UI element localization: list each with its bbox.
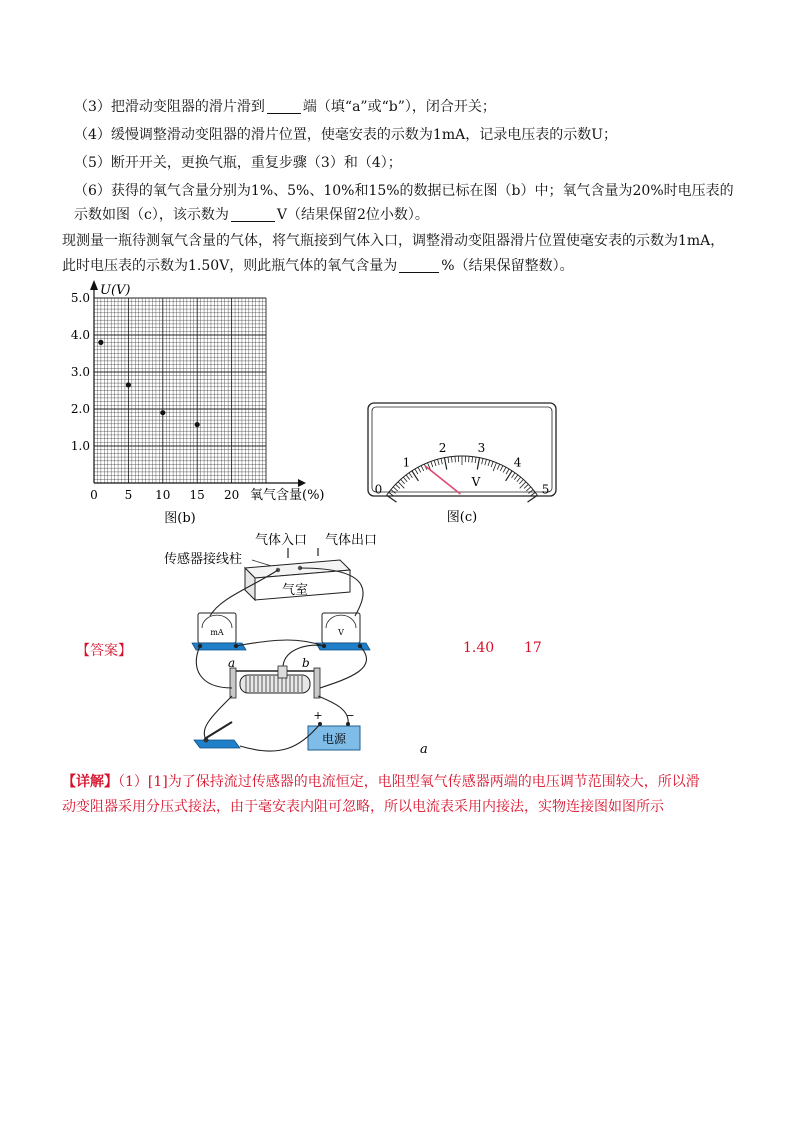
x-tick-label: 15 — [189, 488, 205, 502]
circuit-diagram — [150, 528, 450, 763]
detail-line-1: 【详解】（1）[1]为了保持流过传感器的电流恒定，电阻型氧气传感器两端的电压调节范围较大，所以滑 — [62, 774, 700, 790]
detail-line-2: 动变阻器采用分压式接法，由于毫安表内阻可忽略，所以电流表采用内接法，实物连接图如图所示 — [62, 799, 664, 815]
y-axis-label: U(V) — [100, 283, 131, 298]
x-axis-arrow — [298, 479, 306, 487]
detail-label: 【详解】 — [62, 774, 118, 790]
label-b: b — [302, 656, 310, 670]
y-tick-label: 2.0 — [70, 402, 90, 416]
y-tick-label: 3.0 — [70, 365, 90, 379]
x-axis-label: 氧气含量(%) — [250, 488, 325, 503]
meter-scale-label: 5 — [541, 482, 550, 497]
blank-6[interactable] — [231, 207, 275, 222]
meter-scale-label: 2 — [438, 440, 447, 455]
y-tick-label: 5.0 — [70, 291, 90, 305]
x-tick-label: 0 — [90, 488, 98, 502]
meter-caption: 图(c) — [446, 510, 478, 525]
meter-scale-label: 3 — [477, 440, 486, 455]
plus-sign: + — [313, 709, 323, 722]
chart-caption: 图(b) — [164, 511, 196, 526]
measure-line: 现测量一瓶待测氧气含量的气体，将气瓶接到气体入口，调整滑动变阻器滑片位置使毫安表的示数为1mA， — [62, 233, 725, 249]
step-5: （5）断开开关，更换气瓶，重复步骤（3）和（4）； — [74, 155, 402, 171]
inlet-label: 气体入口 — [255, 533, 308, 548]
v-label: V — [338, 628, 344, 637]
meter-frame — [368, 403, 556, 496]
chamber-label: 气室 — [281, 583, 309, 598]
minus-sign: − — [345, 709, 355, 722]
y-tick-label: 1.0 — [70, 439, 90, 453]
data-point — [98, 340, 103, 345]
measure-line-2: 此时电压表的示数为1.50V，则此瓶气体的氧气含量为 %（结果保留整数）。 — [62, 258, 574, 274]
rheostat[interactable] — [230, 666, 320, 698]
ma-label: mA — [210, 628, 224, 637]
data-point — [195, 422, 200, 427]
step-6-cont: 示数如图（c），该示数为 V（结果保留2位小数）。 — [74, 207, 429, 223]
label-a: a — [228, 656, 236, 670]
meter-scale-label: 0 — [374, 482, 383, 497]
y-tick-label: 4.0 — [70, 328, 90, 342]
answer-value-1: 1.40 — [463, 640, 495, 656]
step-3: （3）把滑动变阻器的滑片滑到 端（填“a”或“b”），闭合开关； — [74, 99, 496, 115]
data-point — [126, 382, 131, 387]
meter-scale-label: 4 — [513, 455, 522, 470]
y-axis-arrow — [90, 280, 98, 290]
switch[interactable] — [194, 722, 240, 748]
x-tick-label: 20 — [223, 488, 240, 502]
blank-measure[interactable] — [399, 258, 439, 273]
meter-scale-label: 1 — [402, 455, 411, 470]
answer-value-2: 17 — [524, 640, 542, 656]
blank-3[interactable] — [267, 99, 301, 114]
step-6: （6）获得的氧气含量分别为1%、5%、10%和15%的数据已标在图（b）中；氧气含量为20%时电压表的 — [74, 183, 734, 199]
chart-grid — [94, 298, 266, 483]
caption-a: a — [420, 742, 428, 757]
terminal-label: 传感器接线柱 — [164, 552, 243, 567]
source-label: 电源 — [321, 732, 347, 746]
x-tick-label: 5 — [124, 488, 133, 502]
chart-b — [60, 278, 350, 528]
meter-unit: V — [471, 475, 481, 489]
outlet-label: 气体出口 — [325, 533, 378, 548]
step-4: （4）缓慢调整滑动变阻器的滑片位置，使毫安表的示数为1mA，记录电压表的示数U； — [74, 127, 617, 143]
x-tick-label: 10 — [155, 488, 171, 502]
meter-c — [362, 398, 562, 528]
answer-label: 【答案】 — [76, 643, 132, 659]
data-point — [160, 410, 165, 415]
